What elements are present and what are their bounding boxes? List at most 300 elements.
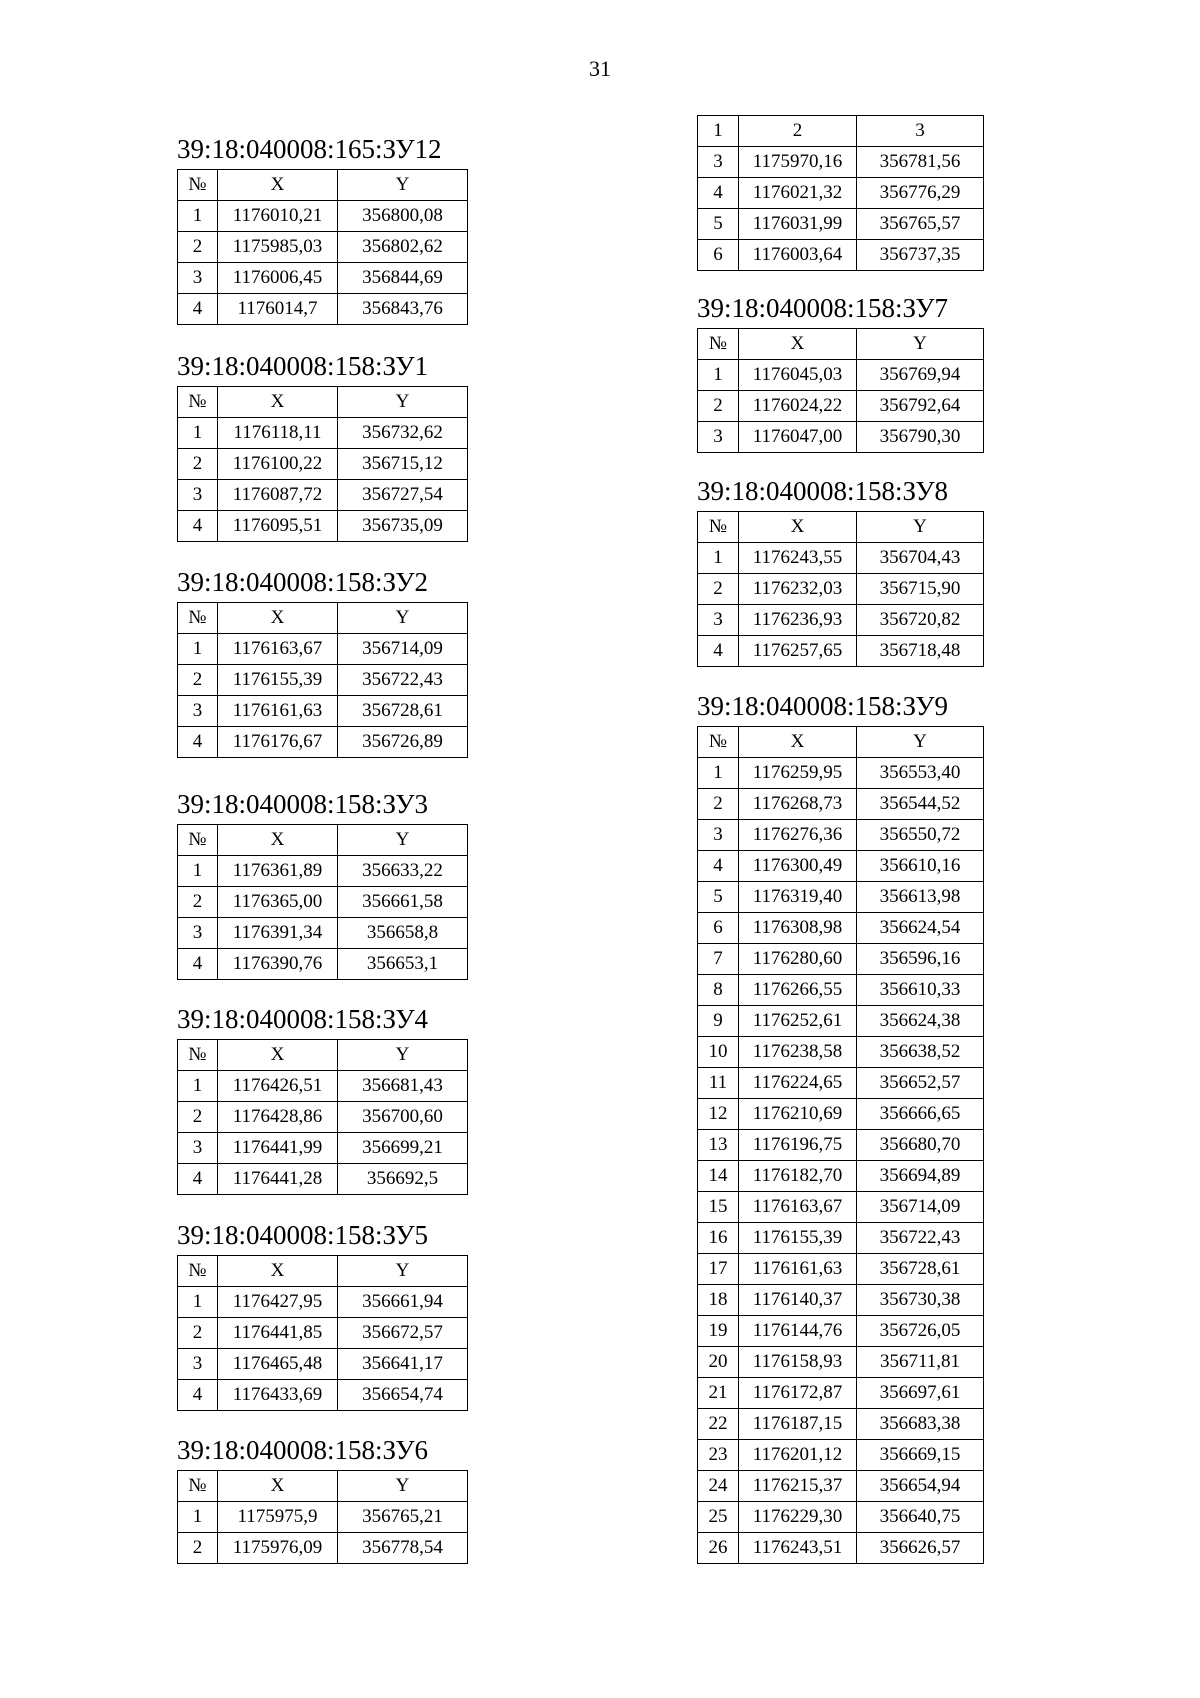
point-number-cell: 4 bbox=[178, 949, 218, 980]
parcel-block-zu2 bbox=[177, 566, 468, 758]
x-coordinate-cell: 1176426,51 bbox=[218, 1071, 338, 1102]
point-number-cell: 8 bbox=[698, 975, 739, 1006]
header-num-cell: № bbox=[178, 170, 218, 201]
point-number-cell: 11 bbox=[698, 1068, 739, 1099]
table-row bbox=[698, 758, 984, 789]
table-row bbox=[698, 240, 984, 271]
x-coordinate-cell: 1175970,16 bbox=[739, 147, 857, 178]
y-coordinate-cell: 356720,82 bbox=[857, 605, 984, 636]
y-coordinate-cell: 356683,38 bbox=[857, 1409, 984, 1440]
x-coordinate-cell: 1176158,93 bbox=[739, 1347, 857, 1378]
coordinates-table bbox=[177, 1470, 468, 1564]
table-header-row bbox=[698, 116, 984, 147]
header-x-cell: X bbox=[218, 1040, 338, 1071]
table-row bbox=[698, 209, 984, 240]
point-number-cell: 4 bbox=[698, 178, 739, 209]
table-header-row bbox=[178, 1040, 468, 1071]
y-coordinate-cell: 356732,62 bbox=[338, 418, 468, 449]
table-row bbox=[698, 360, 984, 391]
table-row bbox=[698, 913, 984, 944]
table-row bbox=[698, 1378, 984, 1409]
coordinates-table bbox=[177, 602, 468, 758]
table-row bbox=[698, 605, 984, 636]
header-y-cell: Y bbox=[338, 603, 468, 634]
table-row bbox=[178, 1502, 468, 1533]
y-coordinate-cell: 356692,5 bbox=[338, 1164, 468, 1195]
table-row bbox=[698, 944, 984, 975]
point-number-cell: 2 bbox=[178, 1533, 218, 1564]
y-coordinate-cell: 356730,38 bbox=[857, 1285, 984, 1316]
x-coordinate-cell: 1176232,03 bbox=[739, 574, 857, 605]
table-row bbox=[178, 1164, 468, 1195]
y-coordinate-cell: 356680,70 bbox=[857, 1130, 984, 1161]
header-num-cell: № bbox=[698, 329, 739, 360]
x-coordinate-cell: 1176176,67 bbox=[218, 727, 338, 758]
table-row bbox=[698, 422, 984, 453]
x-coordinate-cell: 1176196,75 bbox=[739, 1130, 857, 1161]
x-coordinate-cell: 1176243,55 bbox=[739, 543, 857, 574]
parcel-block-zu5 bbox=[177, 1219, 468, 1411]
header-y-cell: Y bbox=[338, 1040, 468, 1071]
x-coordinate-cell: 1176390,76 bbox=[218, 949, 338, 980]
parcel-block-zu4 bbox=[177, 1003, 468, 1195]
header-x-cell: X bbox=[739, 329, 857, 360]
x-coordinate-cell: 1176163,67 bbox=[739, 1192, 857, 1223]
point-number-cell: 2 bbox=[178, 1318, 218, 1349]
point-number-cell: 5 bbox=[698, 882, 739, 913]
header-num-cell: № bbox=[698, 727, 739, 758]
continuation-block bbox=[697, 115, 984, 271]
x-coordinate-cell: 1176014,7 bbox=[218, 294, 338, 325]
coordinates-table bbox=[177, 1255, 468, 1411]
table-row bbox=[178, 1318, 468, 1349]
table-header-row bbox=[698, 512, 984, 543]
x-coordinate-cell: 1176441,28 bbox=[218, 1164, 338, 1195]
y-coordinate-cell: 356715,12 bbox=[338, 449, 468, 480]
table-row bbox=[178, 1071, 468, 1102]
point-number-cell: 20 bbox=[698, 1347, 739, 1378]
x-coordinate-cell: 1176361,89 bbox=[218, 856, 338, 887]
parcel-block-zu1 bbox=[177, 350, 468, 542]
coordinates-table bbox=[697, 115, 984, 271]
table-row bbox=[178, 856, 468, 887]
coordinates-table bbox=[177, 169, 468, 325]
header-y-cell: Y bbox=[338, 1256, 468, 1287]
point-number-cell: 1 bbox=[178, 1287, 218, 1318]
table-row bbox=[178, 480, 468, 511]
y-coordinate-cell: 356641,17 bbox=[338, 1349, 468, 1380]
x-coordinate-cell: 1176280,60 bbox=[739, 944, 857, 975]
point-number-cell: 7 bbox=[698, 944, 739, 975]
y-coordinate-cell: 356544,52 bbox=[857, 789, 984, 820]
y-coordinate-cell: 356610,16 bbox=[857, 851, 984, 882]
parcel-title: 39:18:040008:158:ЗУ5 bbox=[177, 1220, 428, 1250]
point-number-cell: 2 bbox=[178, 665, 218, 696]
table-row bbox=[698, 851, 984, 882]
y-coordinate-cell: 356714,09 bbox=[338, 634, 468, 665]
table-header-row bbox=[698, 329, 984, 360]
parcel-title: 39:18:040008:158:ЗУ6 bbox=[177, 1435, 428, 1465]
coordinates-table bbox=[177, 1039, 468, 1195]
parcel-block-zu3 bbox=[177, 788, 468, 980]
parcel-block-zu12 bbox=[177, 133, 468, 325]
y-coordinate-cell: 356792,64 bbox=[857, 391, 984, 422]
y-coordinate-cell: 356661,94 bbox=[338, 1287, 468, 1318]
y-coordinate-cell: 356624,38 bbox=[857, 1006, 984, 1037]
y-coordinate-cell: 356661,58 bbox=[338, 887, 468, 918]
point-number-cell: 3 bbox=[698, 820, 739, 851]
point-number-cell: 17 bbox=[698, 1254, 739, 1285]
table-row bbox=[178, 1380, 468, 1411]
point-number-cell: 3 bbox=[178, 696, 218, 727]
header-num-cell: № bbox=[178, 387, 218, 418]
table-row bbox=[178, 201, 468, 232]
point-number-cell: 2 bbox=[178, 887, 218, 918]
table-header-row bbox=[178, 825, 468, 856]
header-x-cell: X bbox=[218, 603, 338, 634]
y-coordinate-cell: 356722,43 bbox=[338, 665, 468, 696]
point-number-cell: 4 bbox=[178, 294, 218, 325]
table-row bbox=[698, 882, 984, 913]
y-coordinate-cell: 356800,08 bbox=[338, 201, 468, 232]
point-number-cell: 6 bbox=[698, 240, 739, 271]
point-number-cell: 3 bbox=[698, 422, 739, 453]
point-number-cell: 25 bbox=[698, 1502, 739, 1533]
point-number-cell: 3 bbox=[178, 263, 218, 294]
header-x-cell: X bbox=[218, 170, 338, 201]
x-coordinate-cell: 1176259,95 bbox=[739, 758, 857, 789]
x-coordinate-cell: 1176441,99 bbox=[218, 1133, 338, 1164]
header-x-cell: X bbox=[218, 1471, 338, 1502]
x-coordinate-cell: 1176428,86 bbox=[218, 1102, 338, 1133]
x-coordinate-cell: 1176024,22 bbox=[739, 391, 857, 422]
y-coordinate-cell: 356781,56 bbox=[857, 147, 984, 178]
y-coordinate-cell: 356638,52 bbox=[857, 1037, 984, 1068]
x-coordinate-cell: 1176187,15 bbox=[739, 1409, 857, 1440]
parcel-title: 39:18:040008:158:ЗУ4 bbox=[177, 1004, 428, 1034]
table-row bbox=[698, 1192, 984, 1223]
header-num-cell: № bbox=[698, 512, 739, 543]
y-coordinate-cell: 356553,40 bbox=[857, 758, 984, 789]
x-coordinate-cell: 1176236,93 bbox=[739, 605, 857, 636]
point-number-cell: 12 bbox=[698, 1099, 739, 1130]
point-number-cell: 10 bbox=[698, 1037, 739, 1068]
y-coordinate-cell: 356843,76 bbox=[338, 294, 468, 325]
coordinates-table bbox=[697, 726, 984, 1564]
x-coordinate-cell: 1176308,98 bbox=[739, 913, 857, 944]
x-coordinate-cell: 1176163,67 bbox=[218, 634, 338, 665]
point-number-cell: 2 bbox=[698, 391, 739, 422]
table-row bbox=[178, 294, 468, 325]
point-number-cell: 14 bbox=[698, 1161, 739, 1192]
point-number-cell: 9 bbox=[698, 1006, 739, 1037]
y-coordinate-cell: 356699,21 bbox=[338, 1133, 468, 1164]
header-num-cell: № bbox=[178, 603, 218, 634]
table-row bbox=[698, 1533, 984, 1564]
point-number-cell: 1 bbox=[698, 758, 739, 789]
table-header-row bbox=[178, 387, 468, 418]
x-coordinate-cell: 1176441,85 bbox=[218, 1318, 338, 1349]
x-coordinate-cell: 1176391,34 bbox=[218, 918, 338, 949]
parcel-block-zu7 bbox=[697, 292, 984, 453]
y-coordinate-cell: 356626,57 bbox=[857, 1533, 984, 1564]
point-number-cell: 18 bbox=[698, 1285, 739, 1316]
x-coordinate-cell: 1176003,64 bbox=[739, 240, 857, 271]
coordinates-table bbox=[177, 824, 468, 980]
y-coordinate-cell: 356737,35 bbox=[857, 240, 984, 271]
point-number-cell: 1 bbox=[178, 201, 218, 232]
y-coordinate-cell: 356613,98 bbox=[857, 882, 984, 913]
table-row bbox=[178, 511, 468, 542]
x-coordinate-cell: 1176268,73 bbox=[739, 789, 857, 820]
coordinates-table bbox=[177, 386, 468, 542]
x-coordinate-cell: 1176300,49 bbox=[739, 851, 857, 882]
point-number-cell: 4 bbox=[698, 851, 739, 882]
table-row bbox=[698, 789, 984, 820]
table-row bbox=[698, 820, 984, 851]
x-coordinate-cell: 1176276,36 bbox=[739, 820, 857, 851]
point-number-cell: 3 bbox=[178, 480, 218, 511]
coordinates-table bbox=[697, 328, 984, 453]
point-number-cell: 2 bbox=[698, 574, 739, 605]
table-header-row bbox=[178, 603, 468, 634]
y-coordinate-cell: 356776,29 bbox=[857, 178, 984, 209]
y-coordinate-cell: 356714,09 bbox=[857, 1192, 984, 1223]
table-row bbox=[698, 1316, 984, 1347]
header-num-cell: № bbox=[178, 1040, 218, 1071]
table-row bbox=[698, 543, 984, 574]
y-coordinate-cell: 356727,54 bbox=[338, 480, 468, 511]
table-row bbox=[698, 574, 984, 605]
header-y-cell: Y bbox=[338, 387, 468, 418]
header-x-cell: X bbox=[218, 387, 338, 418]
y-coordinate-cell: 356844,69 bbox=[338, 263, 468, 294]
y-coordinate-cell: 356700,60 bbox=[338, 1102, 468, 1133]
header-x-cell: 2 bbox=[739, 116, 857, 147]
point-number-cell: 2 bbox=[178, 449, 218, 480]
point-number-cell: 4 bbox=[178, 1380, 218, 1411]
x-coordinate-cell: 1176021,32 bbox=[739, 178, 857, 209]
parcel-title: 39:18:040008:158:ЗУ3 bbox=[177, 789, 428, 819]
table-row bbox=[178, 887, 468, 918]
table-header-row bbox=[698, 727, 984, 758]
header-y-cell: Y bbox=[857, 512, 984, 543]
y-coordinate-cell: 356596,16 bbox=[857, 944, 984, 975]
table-row bbox=[698, 1440, 984, 1471]
table-row bbox=[178, 634, 468, 665]
point-number-cell: 1 bbox=[178, 1071, 218, 1102]
y-coordinate-cell: 356654,74 bbox=[338, 1380, 468, 1411]
y-coordinate-cell: 356765,21 bbox=[338, 1502, 468, 1533]
table-row bbox=[698, 147, 984, 178]
x-coordinate-cell: 1176045,03 bbox=[739, 360, 857, 391]
table-row bbox=[178, 665, 468, 696]
point-number-cell: 3 bbox=[698, 605, 739, 636]
x-coordinate-cell: 1176238,58 bbox=[739, 1037, 857, 1068]
page-number: 31 bbox=[589, 56, 611, 81]
parcel-title: 39:18:040008:158:ЗУ9 bbox=[697, 691, 948, 721]
y-coordinate-cell: 356654,94 bbox=[857, 1471, 984, 1502]
table-row bbox=[178, 727, 468, 758]
table-row bbox=[178, 918, 468, 949]
y-coordinate-cell: 356697,61 bbox=[857, 1378, 984, 1409]
x-coordinate-cell: 1176161,63 bbox=[218, 696, 338, 727]
x-coordinate-cell: 1176031,99 bbox=[739, 209, 857, 240]
header-y-cell: 3 bbox=[857, 116, 984, 147]
header-x-cell: X bbox=[218, 1256, 338, 1287]
y-coordinate-cell: 356778,54 bbox=[338, 1533, 468, 1564]
x-coordinate-cell: 1176465,48 bbox=[218, 1349, 338, 1380]
x-coordinate-cell: 1176266,55 bbox=[739, 975, 857, 1006]
y-coordinate-cell: 356802,62 bbox=[338, 232, 468, 263]
x-coordinate-cell: 1176155,39 bbox=[218, 665, 338, 696]
y-coordinate-cell: 356550,72 bbox=[857, 820, 984, 851]
table-row bbox=[178, 1102, 468, 1133]
table-row bbox=[698, 178, 984, 209]
point-number-cell: 6 bbox=[698, 913, 739, 944]
x-coordinate-cell: 1175975,9 bbox=[218, 1502, 338, 1533]
x-coordinate-cell: 1176257,65 bbox=[739, 636, 857, 667]
point-number-cell: 2 bbox=[698, 789, 739, 820]
header-num-cell: 1 bbox=[698, 116, 739, 147]
y-coordinate-cell: 356672,57 bbox=[338, 1318, 468, 1349]
y-coordinate-cell: 356652,57 bbox=[857, 1068, 984, 1099]
table-row bbox=[698, 1471, 984, 1502]
table-row bbox=[698, 1285, 984, 1316]
x-coordinate-cell: 1176047,00 bbox=[739, 422, 857, 453]
parcel-block-zu8 bbox=[697, 475, 984, 667]
x-coordinate-cell: 1176365,00 bbox=[218, 887, 338, 918]
y-coordinate-cell: 356718,48 bbox=[857, 636, 984, 667]
point-number-cell: 19 bbox=[698, 1316, 739, 1347]
table-row bbox=[698, 1006, 984, 1037]
x-coordinate-cell: 1176140,37 bbox=[739, 1285, 857, 1316]
header-num-cell: № bbox=[178, 825, 218, 856]
x-coordinate-cell: 1176182,70 bbox=[739, 1161, 857, 1192]
y-coordinate-cell: 356726,05 bbox=[857, 1316, 984, 1347]
point-number-cell: 15 bbox=[698, 1192, 739, 1223]
table-row bbox=[698, 1037, 984, 1068]
x-coordinate-cell: 1175985,03 bbox=[218, 232, 338, 263]
point-number-cell: 1 bbox=[178, 418, 218, 449]
table-row bbox=[698, 1502, 984, 1533]
x-coordinate-cell: 1176433,69 bbox=[218, 1380, 338, 1411]
header-y-cell: Y bbox=[857, 329, 984, 360]
y-coordinate-cell: 356658,8 bbox=[338, 918, 468, 949]
parcel-block-zu6 bbox=[177, 1434, 468, 1564]
table-row bbox=[178, 263, 468, 294]
y-coordinate-cell: 356681,43 bbox=[338, 1071, 468, 1102]
x-coordinate-cell: 1176224,65 bbox=[739, 1068, 857, 1099]
y-coordinate-cell: 356669,15 bbox=[857, 1440, 984, 1471]
x-coordinate-cell: 1176006,45 bbox=[218, 263, 338, 294]
y-coordinate-cell: 356666,65 bbox=[857, 1099, 984, 1130]
table-header-row bbox=[178, 170, 468, 201]
x-coordinate-cell: 1176229,30 bbox=[739, 1502, 857, 1533]
y-coordinate-cell: 356694,89 bbox=[857, 1161, 984, 1192]
table-row bbox=[698, 1099, 984, 1130]
point-number-cell: 3 bbox=[698, 147, 739, 178]
point-number-cell: 26 bbox=[698, 1533, 739, 1564]
x-coordinate-cell: 1176087,72 bbox=[218, 480, 338, 511]
x-coordinate-cell: 1175976,09 bbox=[218, 1533, 338, 1564]
table-row bbox=[698, 1254, 984, 1285]
point-number-cell: 4 bbox=[178, 727, 218, 758]
point-number-cell: 4 bbox=[698, 636, 739, 667]
parcel-title: 39:18:040008:158:ЗУ8 bbox=[697, 476, 948, 506]
point-number-cell: 24 bbox=[698, 1471, 739, 1502]
y-coordinate-cell: 356790,30 bbox=[857, 422, 984, 453]
header-y-cell: Y bbox=[338, 1471, 468, 1502]
y-coordinate-cell: 356735,09 bbox=[338, 511, 468, 542]
header-x-cell: X bbox=[739, 727, 857, 758]
point-number-cell: 1 bbox=[178, 1502, 218, 1533]
x-coordinate-cell: 1176201,12 bbox=[739, 1440, 857, 1471]
point-number-cell: 1 bbox=[698, 360, 739, 391]
table-row bbox=[178, 418, 468, 449]
table-row bbox=[698, 1130, 984, 1161]
table-row bbox=[178, 1133, 468, 1164]
x-coordinate-cell: 1176319,40 bbox=[739, 882, 857, 913]
table-row bbox=[698, 975, 984, 1006]
table-header-row bbox=[178, 1256, 468, 1287]
table-row bbox=[698, 1223, 984, 1254]
table-row bbox=[698, 1161, 984, 1192]
parcel-title: 39:18:040008:158:ЗУ7 bbox=[697, 293, 948, 323]
point-number-cell: 13 bbox=[698, 1130, 739, 1161]
coordinates-table bbox=[697, 511, 984, 667]
parcel-block-zu9 bbox=[697, 690, 984, 1564]
x-coordinate-cell: 1176172,87 bbox=[739, 1378, 857, 1409]
point-number-cell: 3 bbox=[178, 918, 218, 949]
table-row bbox=[698, 391, 984, 422]
y-coordinate-cell: 356610,33 bbox=[857, 975, 984, 1006]
header-num-cell: № bbox=[178, 1256, 218, 1287]
y-coordinate-cell: 356765,57 bbox=[857, 209, 984, 240]
table-row bbox=[178, 1349, 468, 1380]
x-coordinate-cell: 1176155,39 bbox=[739, 1223, 857, 1254]
parcel-title: 39:18:040008:158:ЗУ2 bbox=[177, 567, 428, 597]
point-number-cell: 22 bbox=[698, 1409, 739, 1440]
table-row bbox=[178, 696, 468, 727]
y-coordinate-cell: 356722,43 bbox=[857, 1223, 984, 1254]
header-y-cell: Y bbox=[338, 170, 468, 201]
x-coordinate-cell: 1176095,51 bbox=[218, 511, 338, 542]
x-coordinate-cell: 1176118,11 bbox=[218, 418, 338, 449]
point-number-cell: 1 bbox=[178, 856, 218, 887]
x-coordinate-cell: 1176427,95 bbox=[218, 1287, 338, 1318]
table-row bbox=[698, 1068, 984, 1099]
x-coordinate-cell: 1176252,61 bbox=[739, 1006, 857, 1037]
x-coordinate-cell: 1176010,21 bbox=[218, 201, 338, 232]
table-row bbox=[178, 449, 468, 480]
point-number-cell: 1 bbox=[178, 634, 218, 665]
y-coordinate-cell: 356624,54 bbox=[857, 913, 984, 944]
table-row bbox=[178, 949, 468, 980]
y-coordinate-cell: 356715,90 bbox=[857, 574, 984, 605]
y-coordinate-cell: 356726,89 bbox=[338, 727, 468, 758]
point-number-cell: 16 bbox=[698, 1223, 739, 1254]
header-x-cell: X bbox=[739, 512, 857, 543]
x-coordinate-cell: 1176144,76 bbox=[739, 1316, 857, 1347]
point-number-cell: 1 bbox=[698, 543, 739, 574]
point-number-cell: 3 bbox=[178, 1133, 218, 1164]
point-number-cell: 23 bbox=[698, 1440, 739, 1471]
table-row bbox=[178, 1287, 468, 1318]
table-row bbox=[178, 1533, 468, 1564]
point-number-cell: 21 bbox=[698, 1378, 739, 1409]
table-header-row bbox=[178, 1471, 468, 1502]
